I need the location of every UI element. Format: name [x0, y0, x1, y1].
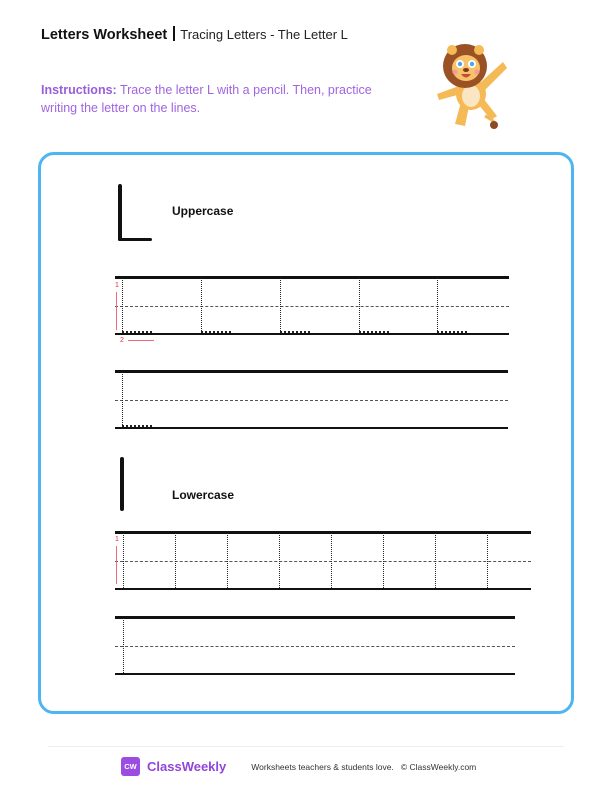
trace-letter-L-foot	[122, 331, 152, 333]
top-line	[115, 276, 509, 279]
trace-letter-L-foot	[201, 331, 231, 333]
lowercase-label: Lowercase	[172, 488, 235, 502]
worksheet-title: Letters Worksheet	[41, 27, 168, 43]
trace-letter-L	[122, 278, 123, 333]
trace-letter-L	[122, 372, 123, 427]
stroke-number-2: 2	[120, 337, 124, 344]
baseline	[115, 427, 508, 430]
trace-letter-L-foot	[437, 331, 467, 333]
stroke-arrow-down-icon	[116, 292, 117, 330]
brand-name: ClassWeekly	[147, 759, 227, 774]
lowercase-practice-row[interactable]	[115, 616, 515, 675]
uppercase-practice-row[interactable]	[115, 370, 508, 429]
footer	[121, 757, 476, 776]
trace-letter-L	[201, 278, 202, 333]
uppercase-trace-row[interactable]	[115, 276, 509, 344]
lion-mascot-icon	[425, 36, 515, 131]
uppercase-model-letter	[118, 184, 152, 241]
trace-letter-l	[123, 533, 124, 588]
midline	[115, 400, 508, 401]
uppercase-label: Uppercase	[172, 204, 234, 218]
trace-letter-L	[437, 278, 438, 333]
stroke-number-1: 1	[115, 282, 119, 289]
baseline	[115, 588, 531, 591]
trace-letter-l	[331, 533, 332, 588]
worksheet-header	[41, 26, 348, 43]
stroke-arrow-down-icon	[116, 546, 117, 584]
trace-letter-L-foot	[359, 331, 389, 333]
trace-letter-l	[123, 618, 124, 673]
stroke-number-1: 1	[115, 536, 119, 543]
lowercase-trace-row[interactable]	[115, 531, 531, 590]
top-line	[115, 370, 508, 373]
instructions-label: Instructions:	[41, 83, 117, 97]
title-divider	[173, 26, 175, 41]
instructions	[41, 81, 381, 117]
midline	[115, 306, 509, 307]
trace-letter-l	[175, 533, 176, 588]
trace-letter-L	[359, 278, 360, 333]
trace-letter-l	[227, 533, 228, 588]
trace-letter-L-foot	[122, 425, 152, 427]
trace-letter-l	[279, 533, 280, 588]
trace-letter-L	[280, 278, 281, 333]
trace-letter-L-foot	[280, 331, 310, 333]
trace-letter-l	[383, 533, 384, 588]
footer-tagline: Worksheets teachers & students love. © ClassWeekly.com	[251, 761, 477, 772]
baseline	[115, 673, 515, 676]
classweekly-logo-icon: CW	[121, 757, 140, 776]
lowercase-model-letter	[120, 457, 124, 511]
midline	[115, 646, 515, 647]
trace-letter-l	[435, 533, 436, 588]
instructions-text: Trace the letter L with a pencil. Then, practice writing the letter on the lines.	[41, 83, 372, 115]
worksheet-subtitle: Tracing Letters - The Letter L	[180, 27, 348, 42]
top-line	[115, 531, 531, 534]
trace-letter-l	[487, 533, 488, 588]
footer-divider	[48, 746, 564, 747]
stroke-arrow-right-icon	[128, 340, 154, 341]
midline	[115, 561, 531, 562]
top-line	[115, 616, 515, 619]
